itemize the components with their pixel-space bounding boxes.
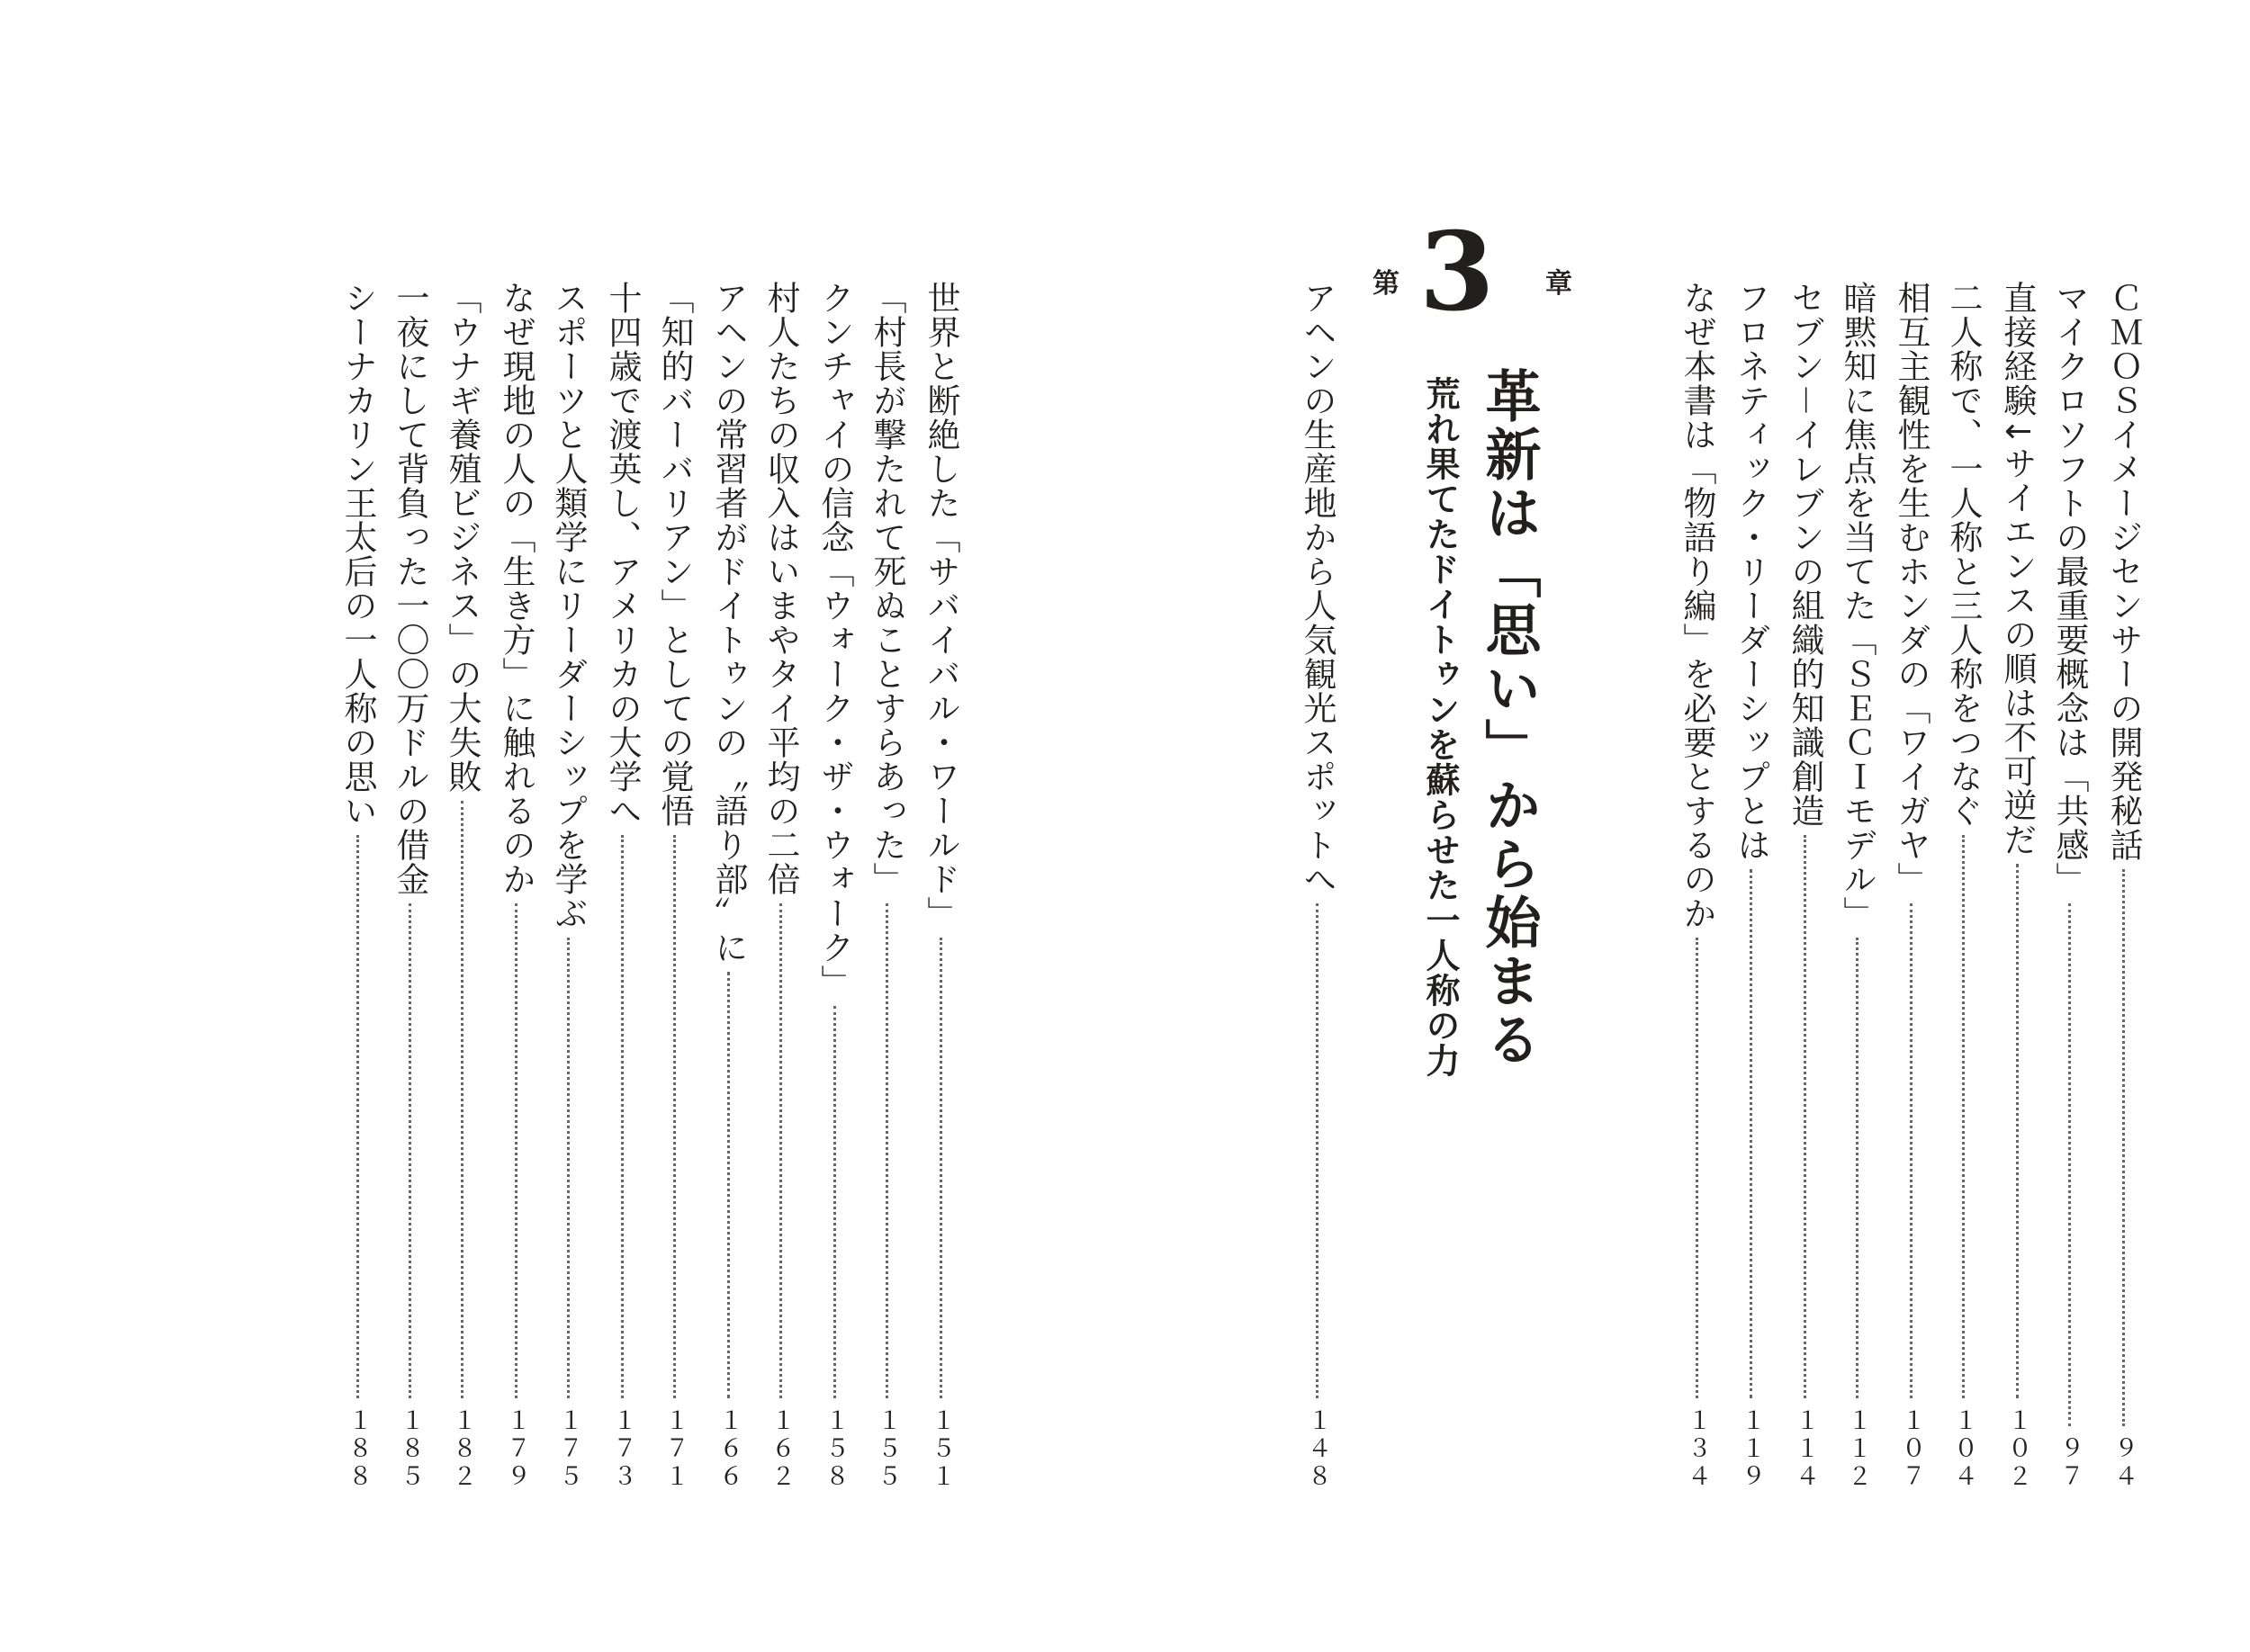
chapter-prefix: 第 — [1372, 268, 1400, 300]
toc-entry[interactable] — [1885, 281, 1937, 1491]
toc-entry[interactable] — [648, 281, 700, 1491]
dot-leader — [515, 903, 518, 1398]
chapter-title[interactable]: 革新は「思い」から始まる — [1476, 367, 1542, 1069]
toc-entry[interactable] — [1831, 281, 1883, 1491]
toc-entry-page: １５１ — [927, 1407, 955, 1491]
toc-entry-title: スポーツと人類学にリーダーシップを学ぶ — [549, 281, 588, 930]
dot-leader — [673, 835, 676, 1398]
toc-entry-title: 「ウナギ養殖ビジネス」の大失敗 — [443, 281, 482, 794]
toc-entry-page: １８８ — [344, 1407, 372, 1491]
dot-leader — [2016, 864, 2019, 1398]
toc-entry-page: １０２ — [2003, 1407, 2031, 1491]
dot-leader — [2068, 903, 2071, 1426]
toc-entry-title: ＣＭＯＳイメージセンサーの開発秘話 — [2104, 281, 2143, 862]
toc-entry[interactable] — [1670, 281, 1723, 1491]
toc-entry-page: １０４ — [1949, 1407, 1977, 1491]
chapter-subtitle: 荒れ果てたドイトゥンを蘇らせた一人称の力 — [1420, 376, 1460, 1078]
toc-entry[interactable] — [1778, 281, 1831, 1491]
dot-leader — [1962, 835, 1965, 1398]
toc-entry-title: 二人称で、一人称と三人称をつなぐ — [1944, 281, 1983, 828]
toc-entry-page: １５８ — [821, 1407, 849, 1491]
toc-entry-page: １８５ — [396, 1407, 424, 1491]
toc-entry-page: １１２ — [1843, 1407, 1871, 1491]
toc-entry[interactable] — [383, 281, 436, 1491]
toc-entry-title: 一夜にして背負った一〇〇万ドルの借金 — [391, 281, 429, 896]
dot-leader — [940, 938, 942, 1398]
toc-entry[interactable] — [1291, 281, 1343, 1491]
toc-entry-title: なぜ現地の人の「生き方」に触れるのか — [497, 281, 536, 896]
toc-entry-title: なぜ本書は「物語り編」を必要とするのか — [1678, 281, 1716, 930]
toc-entry-page: １５５ — [873, 1407, 901, 1491]
toc-entry-title: 直接経験↓サイエンスの順は不可逆だ — [1998, 281, 2037, 857]
dot-leader — [2122, 869, 2125, 1426]
toc-entry-page: １６２ — [767, 1407, 795, 1491]
toc-entry-page: １６６ — [715, 1407, 742, 1491]
toc-entry-title: シーナカリン王太后の一人称の思い — [338, 281, 377, 828]
toc-entry[interactable] — [2097, 281, 2149, 1491]
toc-entry-page: １７５ — [554, 1407, 582, 1491]
dot-leader — [833, 1006, 836, 1398]
toc-entry[interactable] — [702, 281, 754, 1491]
toc-entry-page: １３４ — [1683, 1407, 1711, 1491]
toc-entry[interactable] — [331, 281, 383, 1491]
toc-entry-page: １８２ — [448, 1407, 476, 1491]
toc-entry-page: １１４ — [1791, 1407, 1819, 1491]
toc-entry-title: アヘンの生産地から人気観光スポットへ — [1298, 281, 1336, 896]
toc-entry-page: １７９ — [502, 1407, 530, 1491]
toc-entry-page: １７１ — [661, 1407, 688, 1491]
toc-entry-page: １１９ — [1737, 1407, 1765, 1491]
dot-leader — [409, 903, 411, 1398]
toc-entry-title: クンチャイの信念「ウォーク・ザ・ウォーク」 — [815, 281, 854, 999]
chapter-label — [1372, 209, 1580, 336]
dot-leader — [567, 938, 570, 1398]
toc-entry[interactable] — [1991, 281, 2043, 1491]
toc-entry-page: １４８ — [1303, 1407, 1331, 1491]
toc-entry[interactable] — [490, 281, 542, 1491]
toc-entry-page: ９４ — [2110, 1435, 2138, 1491]
dot-leader — [461, 801, 464, 1398]
toc-entry-title: セブン－イレブンの組織的知識創造 — [1786, 281, 1824, 828]
dot-leader — [1750, 869, 1752, 1398]
toc-entry[interactable] — [914, 281, 967, 1491]
toc-entry[interactable] — [1724, 281, 1777, 1491]
toc-entry-title: フロネティック・リーダーシップとは — [1732, 281, 1770, 862]
toc-entry[interactable] — [808, 281, 860, 1491]
dot-leader — [779, 903, 782, 1398]
chapter-suffix: 章 — [1545, 268, 1572, 300]
toc-entry[interactable] — [542, 281, 594, 1491]
toc-entry-page: １７３ — [608, 1407, 636, 1491]
dot-leader — [621, 835, 624, 1398]
toc-entry-title: 「村長が撃たれて死ぬことすらあった」 — [868, 281, 906, 896]
toc-entry-title: 相互主観性を生むホンダの「ワイガヤ」 — [1892, 281, 1930, 896]
dot-leader — [886, 903, 888, 1398]
dot-leader — [1804, 835, 1806, 1398]
dot-leader — [1316, 903, 1318, 1398]
toc-entry[interactable] — [1937, 281, 1989, 1491]
dot-leader — [1910, 903, 1912, 1398]
toc-entry[interactable] — [596, 281, 648, 1491]
toc-entry-title: マイクロソフトの最重要概念は「共感」 — [2050, 281, 2089, 896]
dot-leader — [356, 835, 359, 1398]
dot-leader — [1696, 938, 1698, 1398]
toc-entry-title: アヘンの常習者がドイトゥンの〝語り部〟に — [709, 281, 748, 965]
dot-leader — [727, 972, 730, 1398]
toc-entry-title: 村人たちの収入はいまやタイ平均の二倍 — [761, 281, 800, 896]
toc-entry[interactable] — [2043, 281, 2095, 1491]
toc-entry-title: 「知的バーバリアン」としての覚悟 — [655, 281, 694, 828]
toc-entry[interactable] — [860, 281, 913, 1491]
toc-entry-page: １０７ — [1897, 1407, 1925, 1491]
toc-entry[interactable] — [754, 281, 806, 1491]
toc-entry-title: 世界と断絶した「サバイバル・ワールド」 — [922, 281, 960, 930]
toc-entry-title: 暗黙知に焦点を当てた「ＳＥＣＩモデル」 — [1838, 281, 1876, 930]
dot-leader — [1856, 938, 1858, 1398]
chapter-number: 3 — [1419, 209, 1495, 336]
toc-entry[interactable] — [436, 281, 488, 1491]
toc-entry-title: 十四歳で渡英し、アメリカの大学へ — [603, 281, 642, 828]
toc-entry-page: ９７ — [2056, 1435, 2084, 1491]
